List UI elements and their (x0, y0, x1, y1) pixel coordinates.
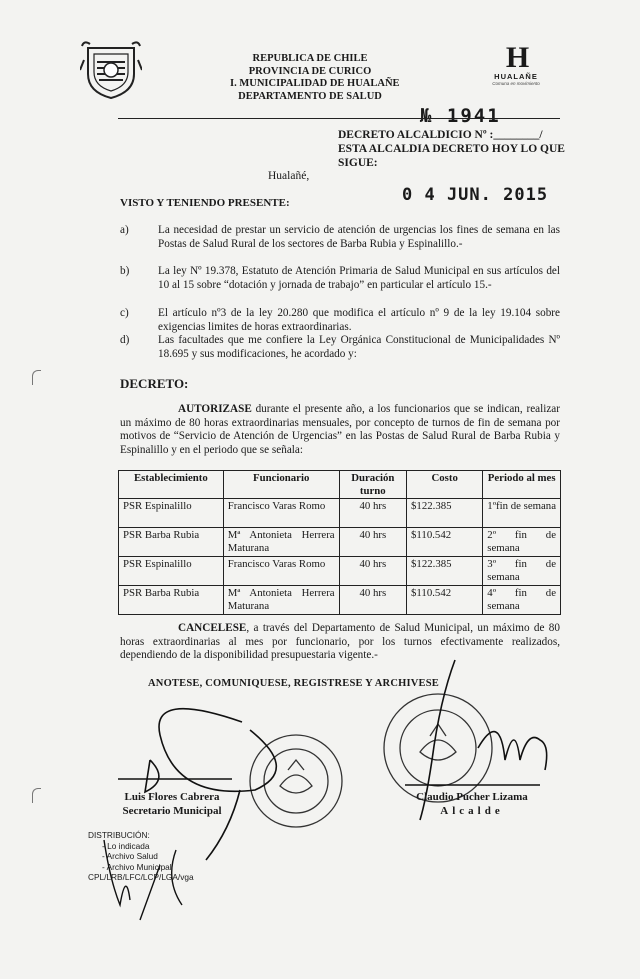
header-line-2: PROVINCIA DE CURICO (248, 65, 372, 77)
visto-item-letter: c) (120, 307, 129, 319)
header-line-4: DEPARTAMENTO DE SALUD (238, 90, 382, 102)
col-header-periodo: Periodo al mes (483, 471, 561, 499)
decreto-title: DECRETO: (120, 376, 189, 391)
cell-periodo: 1ºfin de semana (483, 499, 561, 528)
visto-item (120, 307, 560, 334)
autorizase-keyword: AUTORIZASE (178, 403, 252, 415)
decree-heading-line-1: DECRETO ALCALDICIO Nº :________/ (338, 129, 543, 141)
cancelese-paragraph (120, 622, 560, 663)
cell-funcionario: Mª Antonieta Herrera Maturana (223, 528, 339, 557)
logo-name: HUALAÑE (494, 72, 538, 81)
distribution-list (88, 841, 194, 873)
decree-number-stamp: № 1941 (420, 105, 501, 127)
distribution-item: - Archivo Municipal (102, 862, 194, 873)
table-row (119, 499, 561, 528)
header-divider (118, 118, 560, 119)
signer-title-right: Alcalde (440, 805, 504, 817)
municipal-crest-icon (80, 40, 142, 100)
col-header-costo: Costo (407, 471, 483, 499)
table-row (119, 557, 561, 586)
visto-item-letter: d) (120, 334, 130, 346)
distribution-item: - Lo indicada (102, 841, 194, 852)
signer-name-right: Claudio Pucher Lizama (416, 791, 528, 803)
visto-item-text: Las facultades que me confiere la Ley Orgánica Constitucional de Municipalidades Nº 18.695 y sus modificaciones, he acordado y: (158, 334, 560, 360)
col-header-duracion: Duración turno (339, 471, 406, 499)
visto-item-letter: b) (120, 265, 130, 277)
cell-costo: $122.385 (407, 557, 483, 586)
visto-item-letter: a) (120, 224, 129, 236)
table-row (119, 528, 561, 557)
signer-title-left: Secretario Municipal (122, 805, 222, 817)
cell-costo: $110.542 (407, 586, 483, 615)
visto-item (120, 334, 560, 361)
cell-periodo: 4º fin de semana (483, 586, 561, 615)
cell-duracion: 40 hrs (339, 528, 406, 557)
cell-funcionario: Mª Antonieta Herrera Maturana (223, 586, 339, 615)
signer-name-left: Luis Flores Cabrera (124, 791, 220, 803)
seal-left-icon (250, 735, 342, 827)
cell-establecimiento: PSR Barba Rubia (119, 586, 224, 615)
cancelese-text: , a través del Departamento de Salud Municipal, un máximo de 80 horas extraordinarias al mes por funcionario, por los turnos efectivamente realizados, dependiendo de la disponibilidad presupuestaria vigente.- (120, 622, 560, 661)
seal-right-icon (384, 694, 492, 802)
visto-item (120, 224, 560, 251)
anotese-line: ANOTESE, COMUNIQUESE, REGISTRESE Y ARCHIVESE (148, 678, 440, 689)
visto-item (120, 265, 560, 292)
cell-establecimiento: PSR Espinalillo (119, 499, 224, 528)
cell-periodo: 3º fin de semana (483, 557, 561, 586)
cancelese-keyword: CANCELESE (178, 622, 247, 634)
cell-periodo: 2º fin de semana (483, 528, 561, 557)
cell-establecimiento: PSR Barba Rubia (119, 528, 224, 557)
cell-funcionario: Francisco Varas Romo (223, 499, 339, 528)
visto-item-text: El artículo nº3 de la ley 20.280 que modifica el artículo nº 9 de la ley 19.104 sobre exigencias limites de horas extraordinarias. (158, 307, 560, 333)
place-name: Hualañé, (268, 170, 310, 182)
table-row (119, 586, 561, 615)
header-line-3: I. MUNICIPALIDAD DE HUALAÑE (230, 78, 400, 89)
cell-duracion: 40 hrs (339, 557, 406, 586)
decree-heading-line-3: SIGUE: (338, 157, 378, 169)
header-line-1: REPUBLICA DE CHILE (252, 53, 368, 64)
visto-item-text: La necesidad de prestar un servicio de atención de urgencias los fines de semana en las Postas de Salud Rural de los sectores de Barba Rubia y Espinalillo.- (158, 224, 560, 250)
signature-block-right (402, 790, 542, 818)
distribution-item: - Archivo Salud (102, 851, 194, 862)
distribution-block (88, 830, 194, 883)
cell-establecimiento: PSR Espinalillo (119, 557, 224, 586)
cell-funcionario: Francisco Varas Romo (223, 557, 339, 586)
col-header-establecimiento: Establecimiento (119, 471, 224, 499)
distribution-initials: CPL/LRB/LFC/LCP/LGA/vga (88, 872, 194, 882)
header-block (230, 53, 400, 103)
cell-costo: $122.385 (407, 499, 483, 528)
distribution-title: DISTRIBUCIÓN: (88, 830, 150, 840)
decree-heading (338, 128, 565, 170)
cell-duracion: 40 hrs (339, 586, 406, 615)
page-fold-mark (32, 788, 41, 803)
overtime-table (118, 470, 561, 615)
table-header-row (119, 471, 561, 499)
date-stamp: 0 4 JUN. 2015 (402, 185, 549, 205)
autorizase-text: durante el presente año, a los funcionarios que se indican, realizar un máximo de 80 horas extraordinarias mensuales, por concepto de turnos de fin de semana por motivos de “Servicio de Atención de Urgencias” en las Postas de Salud Rural de Barba Rubia y Espinalillo y en el periodo que se señala: (120, 403, 560, 456)
visto-item-text: La ley Nº 19.378, Estatuto de Atención Primaria de Salud Municipal en sus artículos del 10 al 15 sobre “dotación y jornada de trabajo” en particular el artículo 15.- (158, 265, 560, 291)
col-header-funcionario: Funcionario (223, 471, 339, 499)
logo-tagline: Comuna en movimiento (492, 81, 540, 86)
logo-mark: H (505, 41, 527, 74)
decree-heading-line-2: ESTA ALCALDIA DECRETO HOY LO QUE (338, 143, 565, 155)
signature-block-left (112, 790, 232, 818)
visto-title: VISTO Y TENIENDO PRESENTE: (120, 197, 290, 209)
page-fold-mark (32, 370, 41, 385)
cell-costo: $110.542 (407, 528, 483, 557)
autorizase-paragraph (120, 403, 560, 457)
hualane-logo (486, 41, 546, 86)
cell-duracion: 40 hrs (339, 499, 406, 528)
